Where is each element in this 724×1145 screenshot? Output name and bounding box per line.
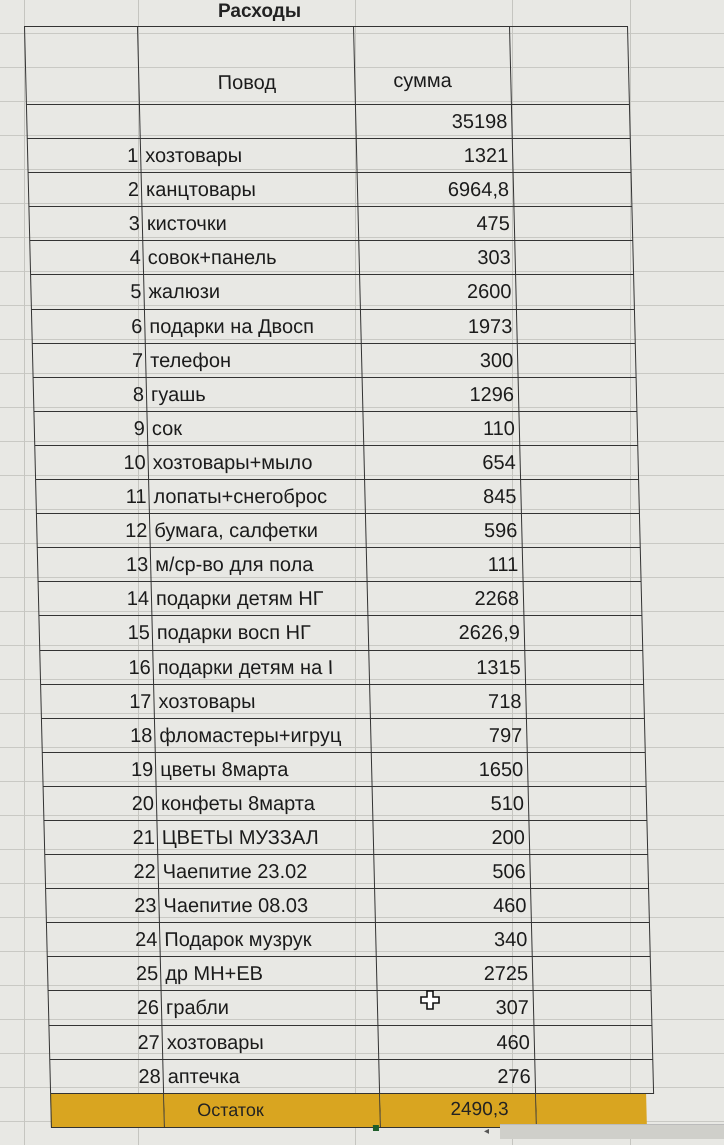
total-top-row xyxy=(26,105,631,139)
extra-cell[interactable] xyxy=(513,139,632,172)
sum-cell[interactable]: 307 xyxy=(378,991,535,1024)
table-row xyxy=(48,1026,653,1060)
extra-cell[interactable] xyxy=(521,480,640,513)
reason-cell[interactable]: бумага, салфетки xyxy=(150,514,367,547)
total-top-cell[interactable]: 35198 xyxy=(356,105,513,138)
reason-cell[interactable]: др МН+ЕВ xyxy=(161,957,378,990)
extra-cell[interactable] xyxy=(517,310,636,343)
sum-cell[interactable]: 2268 xyxy=(368,582,525,615)
reason-cell[interactable]: м/ср-во для пола xyxy=(151,548,368,581)
reason-cell[interactable]: кисточки xyxy=(142,207,359,240)
table-row xyxy=(44,855,649,889)
reason-cell[interactable]: гуашь xyxy=(147,378,364,411)
extra-cell[interactable] xyxy=(531,889,650,922)
table-row xyxy=(43,821,648,855)
row-number-cell[interactable]: 27 xyxy=(48,1026,163,1059)
row-number-cell[interactable]: 18 xyxy=(41,719,156,752)
extra-cell[interactable] xyxy=(535,1060,654,1093)
row-number-cell[interactable]: 1 xyxy=(27,139,142,172)
table-row xyxy=(40,685,645,719)
reason-cell[interactable]: подарки детям на I xyxy=(153,651,370,684)
remainder-extra-cell[interactable] xyxy=(536,1094,647,1127)
row-number-cell[interactable]: 10 xyxy=(34,446,149,479)
reason-cell[interactable]: хозтовары+мыло xyxy=(148,446,365,479)
reason-cell[interactable]: подарки восп НГ xyxy=(152,616,369,649)
sum-cell[interactable]: 845 xyxy=(365,480,522,513)
extra-cell[interactable] xyxy=(533,957,652,990)
sum-cell[interactable]: 654 xyxy=(364,446,521,479)
reason-cell[interactable]: Чаепитие 23.02 xyxy=(158,855,375,888)
row-number-cell[interactable]: 12 xyxy=(36,514,151,547)
table-row xyxy=(33,412,638,446)
reason-cell[interactable]: хозтовары xyxy=(162,1026,379,1059)
extra-cell[interactable] xyxy=(529,821,648,854)
row-number-cell[interactable]: 26 xyxy=(48,991,163,1024)
reason-cell[interactable]: Чаепитие 08.03 xyxy=(159,889,376,922)
sum-cell[interactable]: 596 xyxy=(366,514,523,547)
sum-cell[interactable]: 2600 xyxy=(360,275,517,308)
extra-cell[interactable] xyxy=(530,855,649,888)
table-row xyxy=(47,957,652,991)
header-num-cell[interactable] xyxy=(24,27,140,104)
sum-cell[interactable]: 475 xyxy=(358,207,515,240)
remainder-value: 2490,3 xyxy=(450,1098,509,1120)
cross-cursor-icon xyxy=(420,990,440,1010)
row-number-cell[interactable]: 23 xyxy=(45,889,160,922)
sum-cell[interactable]: 797 xyxy=(371,719,528,752)
table-row xyxy=(28,207,633,241)
table-row xyxy=(46,923,651,957)
reason-cell[interactable]: подарки детям НГ xyxy=(152,582,369,615)
sum-cell[interactable]: 1973 xyxy=(361,310,518,343)
row-number-cell[interactable]: 8 xyxy=(33,378,148,411)
cell-num[interactable] xyxy=(26,105,141,138)
sum-cell[interactable]: 110 xyxy=(363,412,520,445)
table-row xyxy=(42,753,647,787)
sum-cell[interactable]: 718 xyxy=(370,685,527,718)
extra-cell[interactable] xyxy=(534,1026,653,1059)
header-sum-cell[interactable]: сумма xyxy=(354,27,512,104)
remainder-row xyxy=(50,1094,655,1128)
header-extra-cell[interactable] xyxy=(510,27,630,104)
table-row xyxy=(38,616,643,650)
table-row xyxy=(32,344,637,378)
reason-cell[interactable]: хозтовары xyxy=(154,685,371,718)
reason-cell[interactable]: Подарок музрук xyxy=(160,923,377,956)
extra-cell[interactable] xyxy=(524,582,643,615)
sum-cell[interactable]: 6964,8 xyxy=(358,173,515,206)
row-number-cell[interactable]: 2 xyxy=(28,173,143,206)
extra-cell[interactable] xyxy=(529,787,648,820)
sum-cell[interactable]: 340 xyxy=(376,923,533,956)
row-number-cell[interactable]: 21 xyxy=(43,821,158,854)
reason-cell[interactable]: ЦВЕТЫ МУЗЗАЛ xyxy=(157,821,374,854)
header-reason-cell[interactable]: Повод xyxy=(138,27,356,104)
extra-cell[interactable] xyxy=(519,378,638,411)
sum-cell[interactable]: 2725 xyxy=(377,957,534,990)
extra-cell[interactable] xyxy=(534,991,653,1024)
table-row xyxy=(45,889,650,923)
reason-cell[interactable]: цветы 8марта xyxy=(156,753,373,786)
extra-cell[interactable] xyxy=(523,548,642,581)
table-row xyxy=(27,139,632,173)
expense-rows xyxy=(27,139,654,1094)
sum-cell[interactable]: 300 xyxy=(362,344,519,377)
table-row xyxy=(48,991,653,1025)
sum-cell[interactable]: 506 xyxy=(374,855,531,888)
reason-cell[interactable]: жалюзи xyxy=(144,275,361,308)
extra-cell[interactable] xyxy=(520,446,639,479)
row-number-cell[interactable]: 22 xyxy=(44,855,159,888)
row-number-cell[interactable]: 6 xyxy=(31,310,146,343)
table-row xyxy=(33,378,638,412)
extra-cell[interactable] xyxy=(532,923,651,956)
row-number-cell[interactable]: 16 xyxy=(39,651,154,684)
table-row xyxy=(28,173,633,207)
extra-cell[interactable] xyxy=(522,514,641,547)
table-row xyxy=(35,480,640,514)
row-number-cell[interactable]: 7 xyxy=(32,344,147,377)
extra-cell[interactable] xyxy=(519,412,638,445)
row-number-cell[interactable]: 13 xyxy=(37,548,152,581)
header-row xyxy=(24,27,630,105)
row-number-cell[interactable]: 25 xyxy=(47,957,162,990)
extra-cell[interactable] xyxy=(515,241,634,274)
table-row xyxy=(36,514,641,548)
extra-cell[interactable] xyxy=(518,344,637,377)
reason-cell[interactable]: телефон xyxy=(146,344,363,377)
table-row xyxy=(41,719,646,753)
sum-cell[interactable]: 2626,9 xyxy=(368,616,525,649)
reason-cell[interactable]: грабли xyxy=(162,991,379,1024)
reason-cell[interactable]: аптечка xyxy=(163,1060,380,1093)
reason-cell[interactable]: сок xyxy=(147,412,364,445)
row-number-cell[interactable]: 24 xyxy=(46,923,161,956)
row-number-cell[interactable]: 17 xyxy=(40,685,155,718)
expenses-table xyxy=(24,26,655,1128)
table-row xyxy=(29,241,634,275)
sum-cell[interactable]: 200 xyxy=(373,821,530,854)
remainder-label: Остаток xyxy=(196,1099,265,1120)
sum-cell[interactable]: 303 xyxy=(359,241,516,274)
table-row xyxy=(31,310,636,344)
sum-cell[interactable]: 1650 xyxy=(372,753,529,786)
table-row xyxy=(30,275,635,309)
sum-cell[interactable]: 111 xyxy=(367,548,524,581)
cell-reason[interactable] xyxy=(140,105,357,138)
sum-cell[interactable]: 1296 xyxy=(363,378,520,411)
reason-cell[interactable]: совок+панель xyxy=(143,241,360,274)
row-number-cell[interactable]: 11 xyxy=(35,480,150,513)
selection-fill-handle[interactable] xyxy=(373,1125,379,1131)
extra-cell[interactable] xyxy=(514,173,633,206)
table-row xyxy=(49,1060,654,1094)
table-row xyxy=(38,582,643,616)
extra-cell[interactable] xyxy=(527,719,646,752)
scroll-left-icon[interactable]: ◂ xyxy=(484,1126,490,1137)
reason-cell[interactable]: подарки на Двосп xyxy=(145,310,362,343)
row-number-cell[interactable]: 5 xyxy=(30,275,145,308)
extra-cell[interactable] xyxy=(514,207,633,240)
reason-cell[interactable]: канцтовары xyxy=(142,173,359,206)
reason-cell[interactable]: лопаты+снегоброс xyxy=(149,480,366,513)
sum-cell[interactable]: 460 xyxy=(378,1026,535,1059)
row-number-cell[interactable]: 14 xyxy=(38,582,153,615)
sum-cell[interactable]: 460 xyxy=(375,889,532,922)
reason-cell[interactable]: конфеты 8марта xyxy=(157,787,374,820)
row-number-cell[interactable]: 4 xyxy=(29,241,144,274)
sheet-title: Расходы xyxy=(218,1,302,22)
row-number-cell[interactable]: 3 xyxy=(28,207,143,240)
extra-cell[interactable] xyxy=(526,685,645,718)
extra-cell[interactable] xyxy=(525,651,644,684)
reason-cell[interactable]: хозтовары xyxy=(141,139,358,172)
sum-cell[interactable]: 1315 xyxy=(369,651,526,684)
sum-cell[interactable]: 510 xyxy=(373,787,530,820)
row-number-cell[interactable]: 20 xyxy=(43,787,158,820)
row-number-cell[interactable]: 9 xyxy=(33,412,148,445)
extra-cell[interactable] xyxy=(528,753,647,786)
table-row xyxy=(43,787,648,821)
horizontal-scrollbar[interactable] xyxy=(500,1124,724,1139)
table-row xyxy=(39,651,644,685)
row-number-cell[interactable]: 15 xyxy=(38,616,153,649)
extra-cell[interactable] xyxy=(524,616,643,649)
sum-cell[interactable]: 276 xyxy=(379,1060,536,1093)
table-row xyxy=(34,446,639,480)
row-number-cell[interactable]: 28 xyxy=(49,1060,164,1093)
extra-cell[interactable] xyxy=(516,275,635,308)
sum-cell[interactable]: 1321 xyxy=(357,139,514,172)
table-row xyxy=(37,548,642,582)
cell-extra[interactable] xyxy=(512,105,631,138)
reason-cell[interactable]: фломастеры+игруц xyxy=(155,719,372,752)
grid-column-line xyxy=(24,0,25,1145)
row-number-cell[interactable]: 19 xyxy=(42,753,157,786)
